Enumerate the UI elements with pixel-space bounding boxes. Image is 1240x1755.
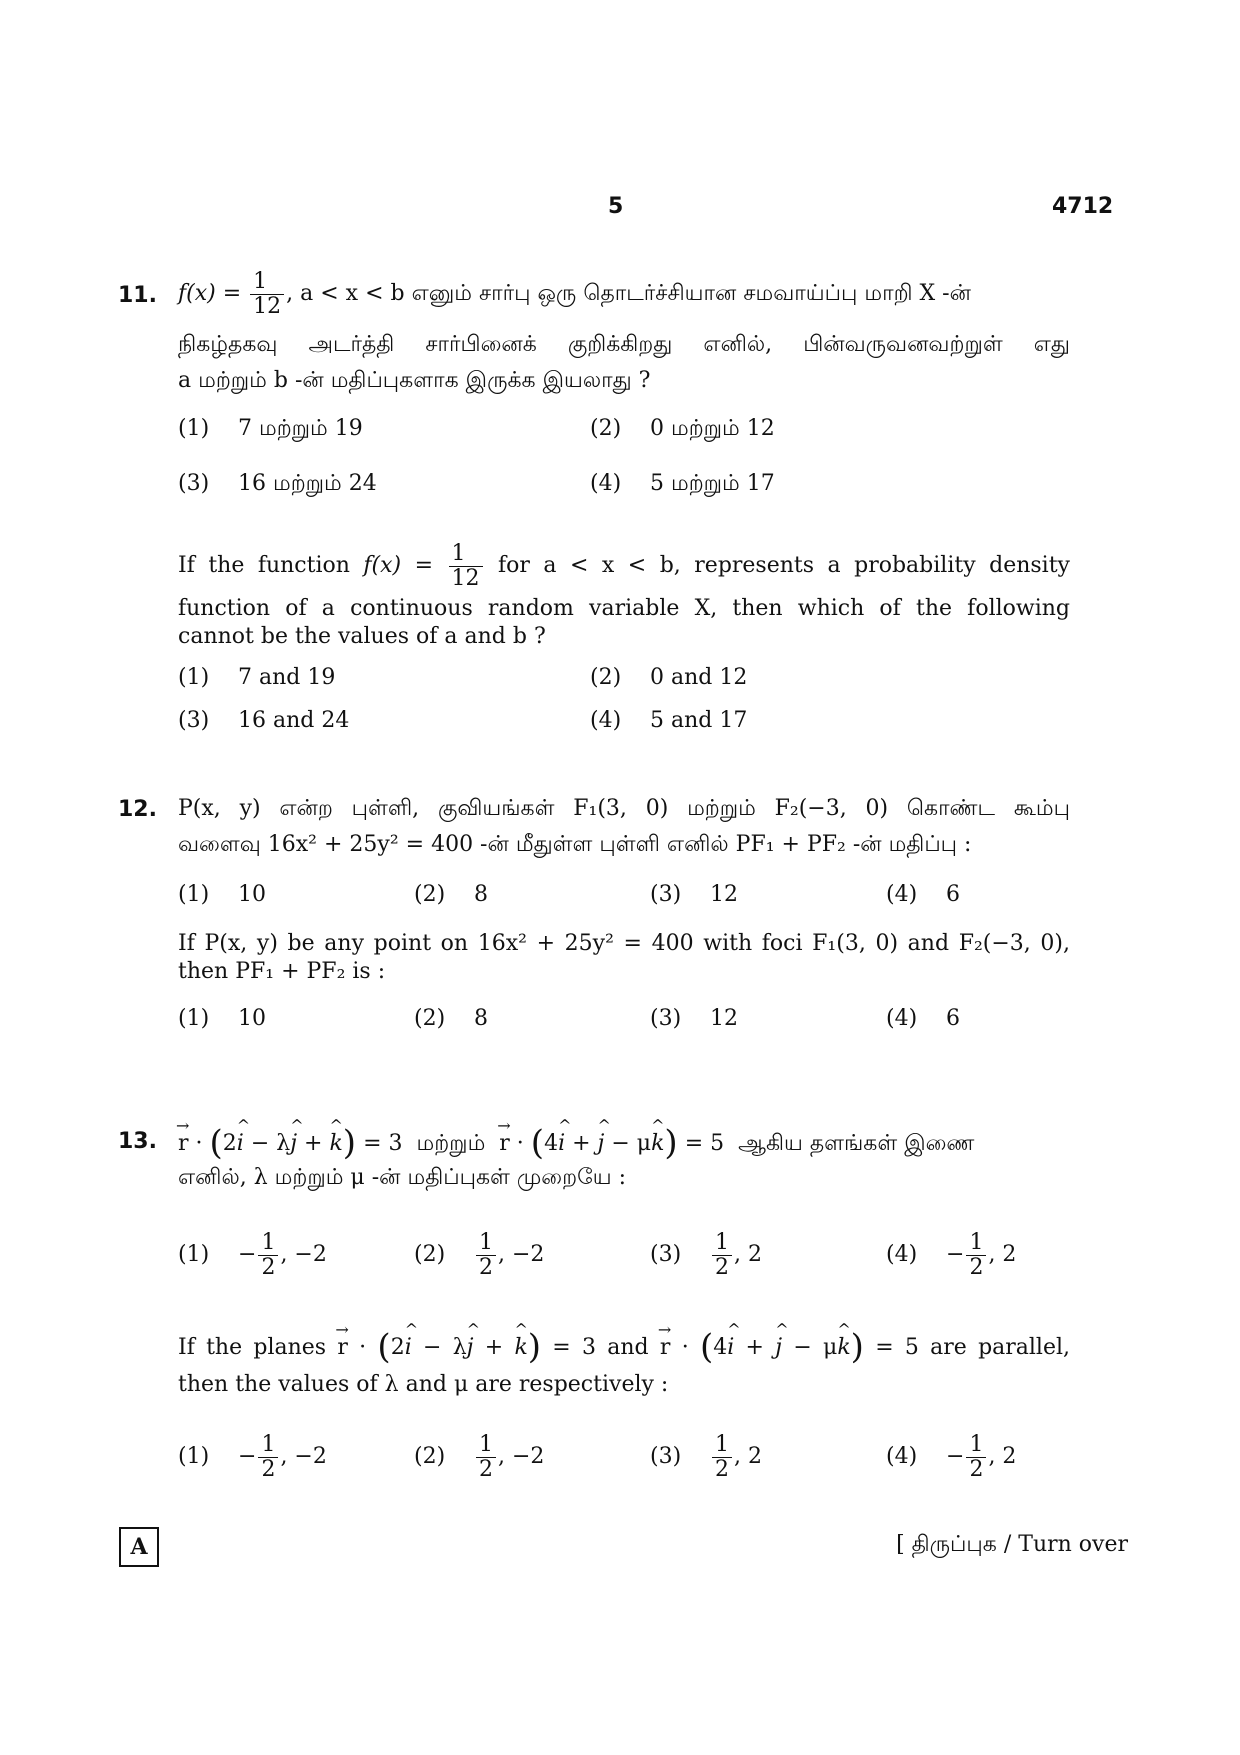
option-fraction [966,1433,986,1482]
q12-ta-option-2[interactable] [414,880,488,910]
option-label: (2) [414,882,446,907]
q13-en-option-3[interactable] [650,1428,762,1486]
q13-ta-and: மற்றும் [416,1131,486,1156]
option-fraction [712,1433,732,1482]
frac-num: 1 [258,1433,278,1458]
option-text: 10 [238,882,266,907]
option-fraction [258,1231,278,1280]
q12-ta-option-1[interactable] [178,880,266,910]
q11-en-line3: cannot be the values of a and b ? [178,624,546,649]
q13-ta-line1: r → · (2i ^ − λj ^ + k ^ ) = 3 மற்றும் r → · (4i ^ + j ^ − μk ^ ) = 5 ஆகிய தளங்கள் இணை [178,1118,1070,1168]
frac-num: 1 [258,1231,278,1256]
option-text: 0 and 12 [650,665,748,690]
option-after: , −2 [498,1444,545,1469]
option-label: (4) [886,882,918,907]
q11-ta-option-4[interactable] [590,469,775,499]
frac-den: 12 [451,565,480,591]
option-after: , −2 [280,1242,327,1267]
option-text: 12 [710,1006,738,1031]
option-label: (2) [414,1444,446,1469]
q11-en-option-1[interactable] [178,663,335,693]
option-fraction [258,1433,278,1482]
option-label: (1) [178,1006,210,1031]
r-vector: r → [497,1116,511,1156]
q13-en-line2: then the values of λ and μ are respectively : [178,1372,669,1397]
q11-ta-option-2[interactable] [590,414,775,444]
q12-en-line1: If P(x, y) be any point on 16x² + 25y² = 400 with foci F₁(3, 0) and F₂(−3, 0), [178,931,1070,956]
option-text: 6 [946,882,960,907]
q12-ta-option-4[interactable] [886,880,960,910]
option-text: 16 and 24 [238,708,350,733]
option-label: (3) [650,1006,682,1031]
option-label: (4) [886,1006,918,1031]
q11-ta-line1-rest: , a < x < b எனும் சார்பு ஒரு தொடர்ச்சியான சமவாய்ப்பு மாறி X -ன் [286,281,971,306]
q11-en-func: f(x) = [363,553,434,578]
option-text: 7 மற்றும் 19 [238,416,363,441]
option-label: (3) [650,1444,682,1469]
frac-num: 1 [250,270,284,295]
option-label: (2) [590,665,622,690]
q11-ta-line1 [178,266,1070,322]
q13-en-rest: are parallel, [930,1335,1071,1360]
q13-ta-option-1[interactable] [178,1226,327,1284]
option-sign: − [238,1242,257,1267]
option-text: 16 மற்றும் 24 [238,471,377,496]
option-text: 8 [474,1006,488,1031]
frac-den: 2 [969,1254,984,1280]
option-label: (3) [650,882,682,907]
option-label: (2) [414,1006,446,1031]
question-number-12: 12. [118,797,157,822]
q11-en-fraction [449,542,483,591]
frac-den: 2 [479,1254,493,1280]
q13-en-option-4[interactable] [886,1428,1016,1486]
option-text: 5 and 17 [650,708,748,733]
q11-ta-line2: நிகழ்தகவு அடர்த்தி சார்பினைக் குறிக்கிறது எனில், பின்வருவனவற்றுள் எது [178,332,1070,357]
q12-en-option-3[interactable] [650,1004,738,1034]
q13-ta-eq2-rhs: = 5 [684,1131,725,1156]
frac-num: 1 [966,1231,986,1256]
option-label: (4) [886,1242,918,1267]
option-fraction [476,1433,496,1482]
q13-ta-line2: எனில், λ மற்றும் μ -ன் மதிப்புகள் முறையே : [178,1165,626,1190]
question-number-13: 13. [118,1129,157,1154]
option-after: , 2 [988,1242,1017,1267]
option-sign: − [238,1444,257,1469]
option-text: 0 மற்றும் 12 [650,416,775,441]
q12-ta-line1: P(x, y) என்ற புள்ளி, குவியங்கள் F₁(3, 0) மற்றும் F₂(−3, 0) கொண்ட கூம்பு [178,796,1070,821]
option-after: , −2 [498,1242,545,1267]
option-sign: − [946,1242,965,1267]
option-label: (1) [178,416,210,441]
q12-en-line2: then PF₁ + PF₂ is : [178,959,386,984]
frac-den: 2 [969,1456,984,1482]
r-vector: r → [657,1320,672,1360]
q11-en-option-4[interactable] [590,706,747,736]
frac-num: 1 [966,1433,986,1458]
q11-ta-option-1[interactable] [178,414,363,444]
r-vector: r → [335,1320,349,1360]
q11-ta-func: f(x) = [178,281,242,306]
option-label: (1) [178,882,210,907]
q13-en-option-2[interactable] [414,1428,544,1486]
frac-num: 1 [449,542,483,567]
q12-ta-option-3[interactable] [650,880,738,910]
option-label: (3) [178,708,210,733]
q13-en-pre: If the planes [178,1335,327,1360]
option-sign: − [946,1444,965,1469]
option-label: (1) [178,665,210,690]
r-vector: r → [176,1116,190,1156]
q13-ta-option-4[interactable] [886,1226,1016,1284]
frac-num: 1 [476,1433,496,1458]
frac-den: 2 [261,1456,276,1482]
page-number: 5 [608,194,624,219]
q13-en-and: and [607,1335,649,1360]
option-text: 6 [946,1006,960,1031]
frac-num: 1 [712,1433,732,1458]
option-text: 5 மற்றும் 17 [650,471,775,496]
option-label: (2) [414,1242,446,1267]
frac-den: 2 [479,1456,493,1482]
frac-den: 2 [261,1254,276,1280]
paper-code: 4712 [1052,194,1114,219]
option-after: , 2 [734,1444,762,1469]
q12-ta-line2: வளைவு 16x² + 25y² = 400 -ன் மீதுள்ள புள்ளி எனில் PF₁ + PF₂ -ன் மதிப்பு : [178,832,972,857]
q11-en-line2: function of a continuous random variable X, then which of the following [178,596,1070,621]
frac-den: 2 [715,1456,729,1482]
option-text: 12 [710,882,738,907]
q13-ta-option-2[interactable] [414,1226,544,1284]
frac-den: 2 [715,1254,729,1280]
q12-en-option-2[interactable] [414,1004,488,1034]
q11-en-option-2[interactable] [590,663,747,693]
frac-num: 1 [476,1231,496,1256]
turn-over-text: [ திருப்புக / Turn over [896,1532,1128,1557]
q13-ta-line1-rest: ஆகிய தளங்கள் இணை [738,1131,975,1156]
set-letter-box: A [119,1527,159,1567]
option-label: (4) [886,1444,918,1469]
option-label: (3) [650,1242,682,1267]
option-fraction [712,1231,732,1280]
option-label: (3) [178,471,210,496]
option-text: 10 [238,1006,266,1031]
question-number-11: 11. [118,283,157,308]
q11-en-rest: for a < x < b, represents a probability density [498,553,1070,578]
q12-en-option-1[interactable] [178,1004,266,1034]
option-after: , 2 [988,1444,1017,1469]
q11-ta-fraction [250,270,284,319]
option-label: (4) [590,471,622,496]
option-after: , −2 [280,1444,327,1469]
option-label: (1) [178,1444,210,1469]
option-text: 7 and 19 [238,665,336,690]
q11-ta-option-3[interactable] [178,469,377,499]
q13-en-option-1[interactable] [178,1428,327,1486]
option-fraction [966,1231,986,1280]
q11-en-pre: If the function [178,553,350,578]
option-after: , 2 [734,1242,762,1267]
q12-en-option-4[interactable] [886,1004,960,1034]
q11-en-line1 [178,538,1070,594]
q13-ta-option-3[interactable] [650,1226,762,1284]
option-label: (4) [590,708,622,733]
option-label: (2) [590,416,622,441]
option-label: (1) [178,1242,210,1267]
q11-ta-line3: a மற்றும் b -ன் மதிப்புகளாக இருக்க இயலாது ? [178,368,651,393]
q13-en-line1: If the planes r → · (2i ^ − λj ^ + k ^ ) = 3 and r → · (4i ^ + j ^ − μk ^ ) = 5 are parallel, [178,1322,1070,1372]
option-text: 8 [474,882,488,907]
q11-en-option-3[interactable] [178,706,349,736]
frac-num: 1 [712,1231,732,1256]
option-fraction [476,1231,496,1280]
frac-den: 12 [253,293,282,319]
q13-ta-eq1-rhs: = 3 [363,1131,403,1156]
